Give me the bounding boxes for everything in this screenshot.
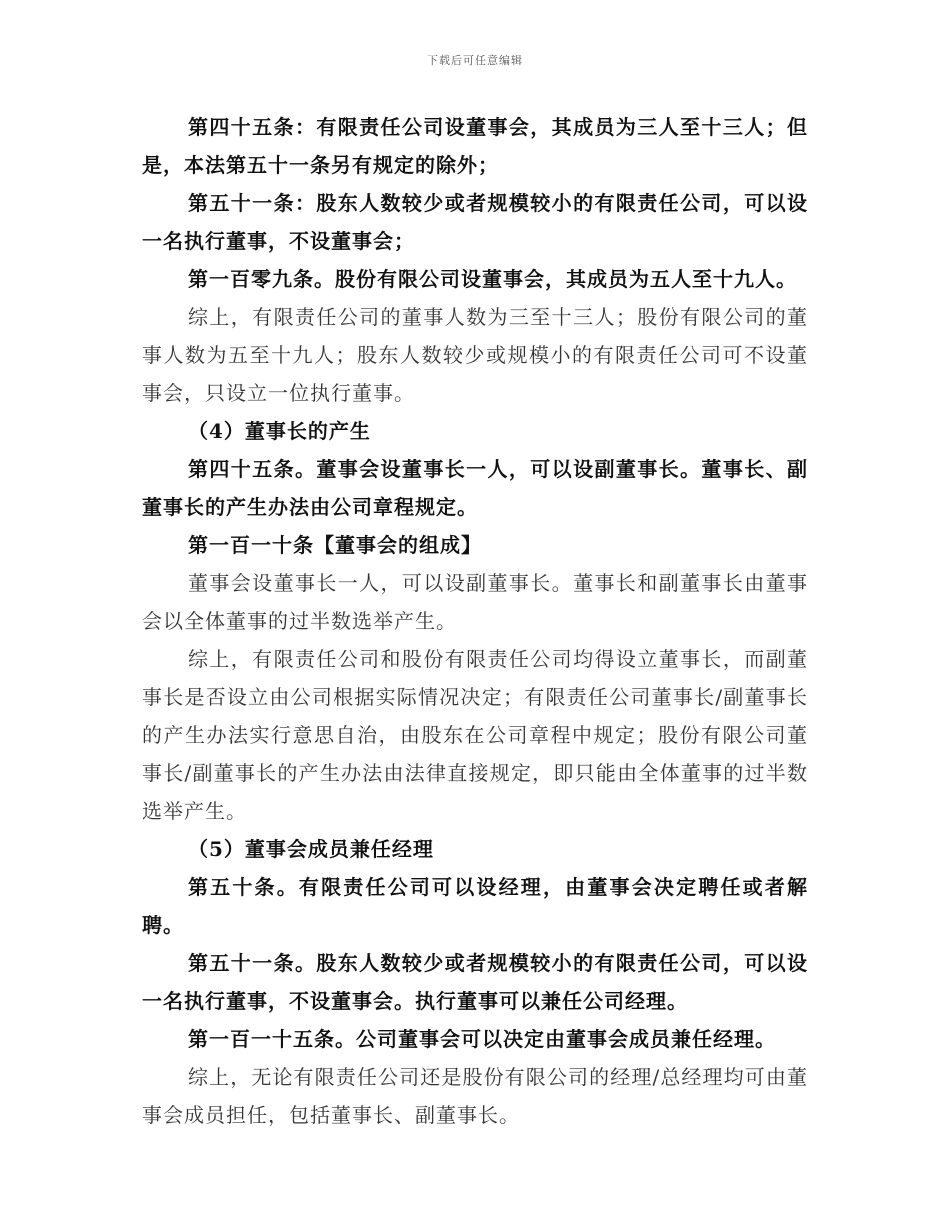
section-heading-manager: （5）董事会成员兼任经理 — [188, 837, 434, 861]
article-110-title: 第一百一十条【董事会的组成】 — [188, 533, 482, 557]
summary-chairman: 综上，有限责任公司和股份有限责任公司均得设立董事长，而副董事长是否设立由公司根据实际情况决定；有限责任公司董事长/副董事长的产生办法实行意思自治，由股东在公司章程中规定；股份有限公司董事长/副董事长的产生办法由法律直接规定，即只能由全体董事的过半数选举产生。 — [142, 647, 808, 823]
article-115-manager: 第一百一十五条。公司董事会可以决定由董事会成员兼任经理。 — [188, 1027, 776, 1051]
summary-board-size: 综上，有限责任公司的董事人数为三至十三人；股份有限公司的董事人数为五至十九人；股东人数较少或规模小的有限责任公司可不设董事会，只设立一位执行董事。 — [142, 305, 808, 405]
article-110-body: 董事会设董事长一人，可以设副董事长。董事长和副董事长由董事会以全体董事的过半数选举产生。 — [142, 571, 808, 633]
article-51-exec-director: 第五十一条：股东人数较少或者规模较小的有限责任公司，可以设一名执行董事，不设董事会； — [142, 191, 808, 253]
article-51-manager: 第五十一条。股东人数较少或者规模较小的有限责任公司，可以设一名执行董事，不设董事会。执行董事可以兼任公司经理。 — [142, 951, 808, 1013]
article-45-board: 第四十五条：有限责任公司设董事会，其成员为三人至十三人；但是，本法第五十一条另有规定的除外； — [142, 115, 808, 177]
article-109-board: 第一百零九条。股份有限公司设董事会，其成员为五人至十九人。 — [188, 267, 797, 291]
article-50-manager: 第五十条。有限责任公司可以设经理，由董事会决定聘任或者解聘。 — [142, 875, 808, 937]
page-header: 下载后可任意编辑 — [427, 54, 523, 67]
summary-manager: 综上，无论有限责任公司还是股份有限公司的经理/总经理均可由董事会成员担任，包括董事长、副董事长。 — [142, 1065, 808, 1127]
section-heading-chairman: （4）董事长的产生 — [188, 419, 371, 443]
document-body — [142, 108, 808, 1134]
article-45-chairman: 第四十五条。董事会设董事长一人，可以设副董事长。董事长、副董事长的产生办法由公司章程规定。 — [142, 457, 808, 519]
